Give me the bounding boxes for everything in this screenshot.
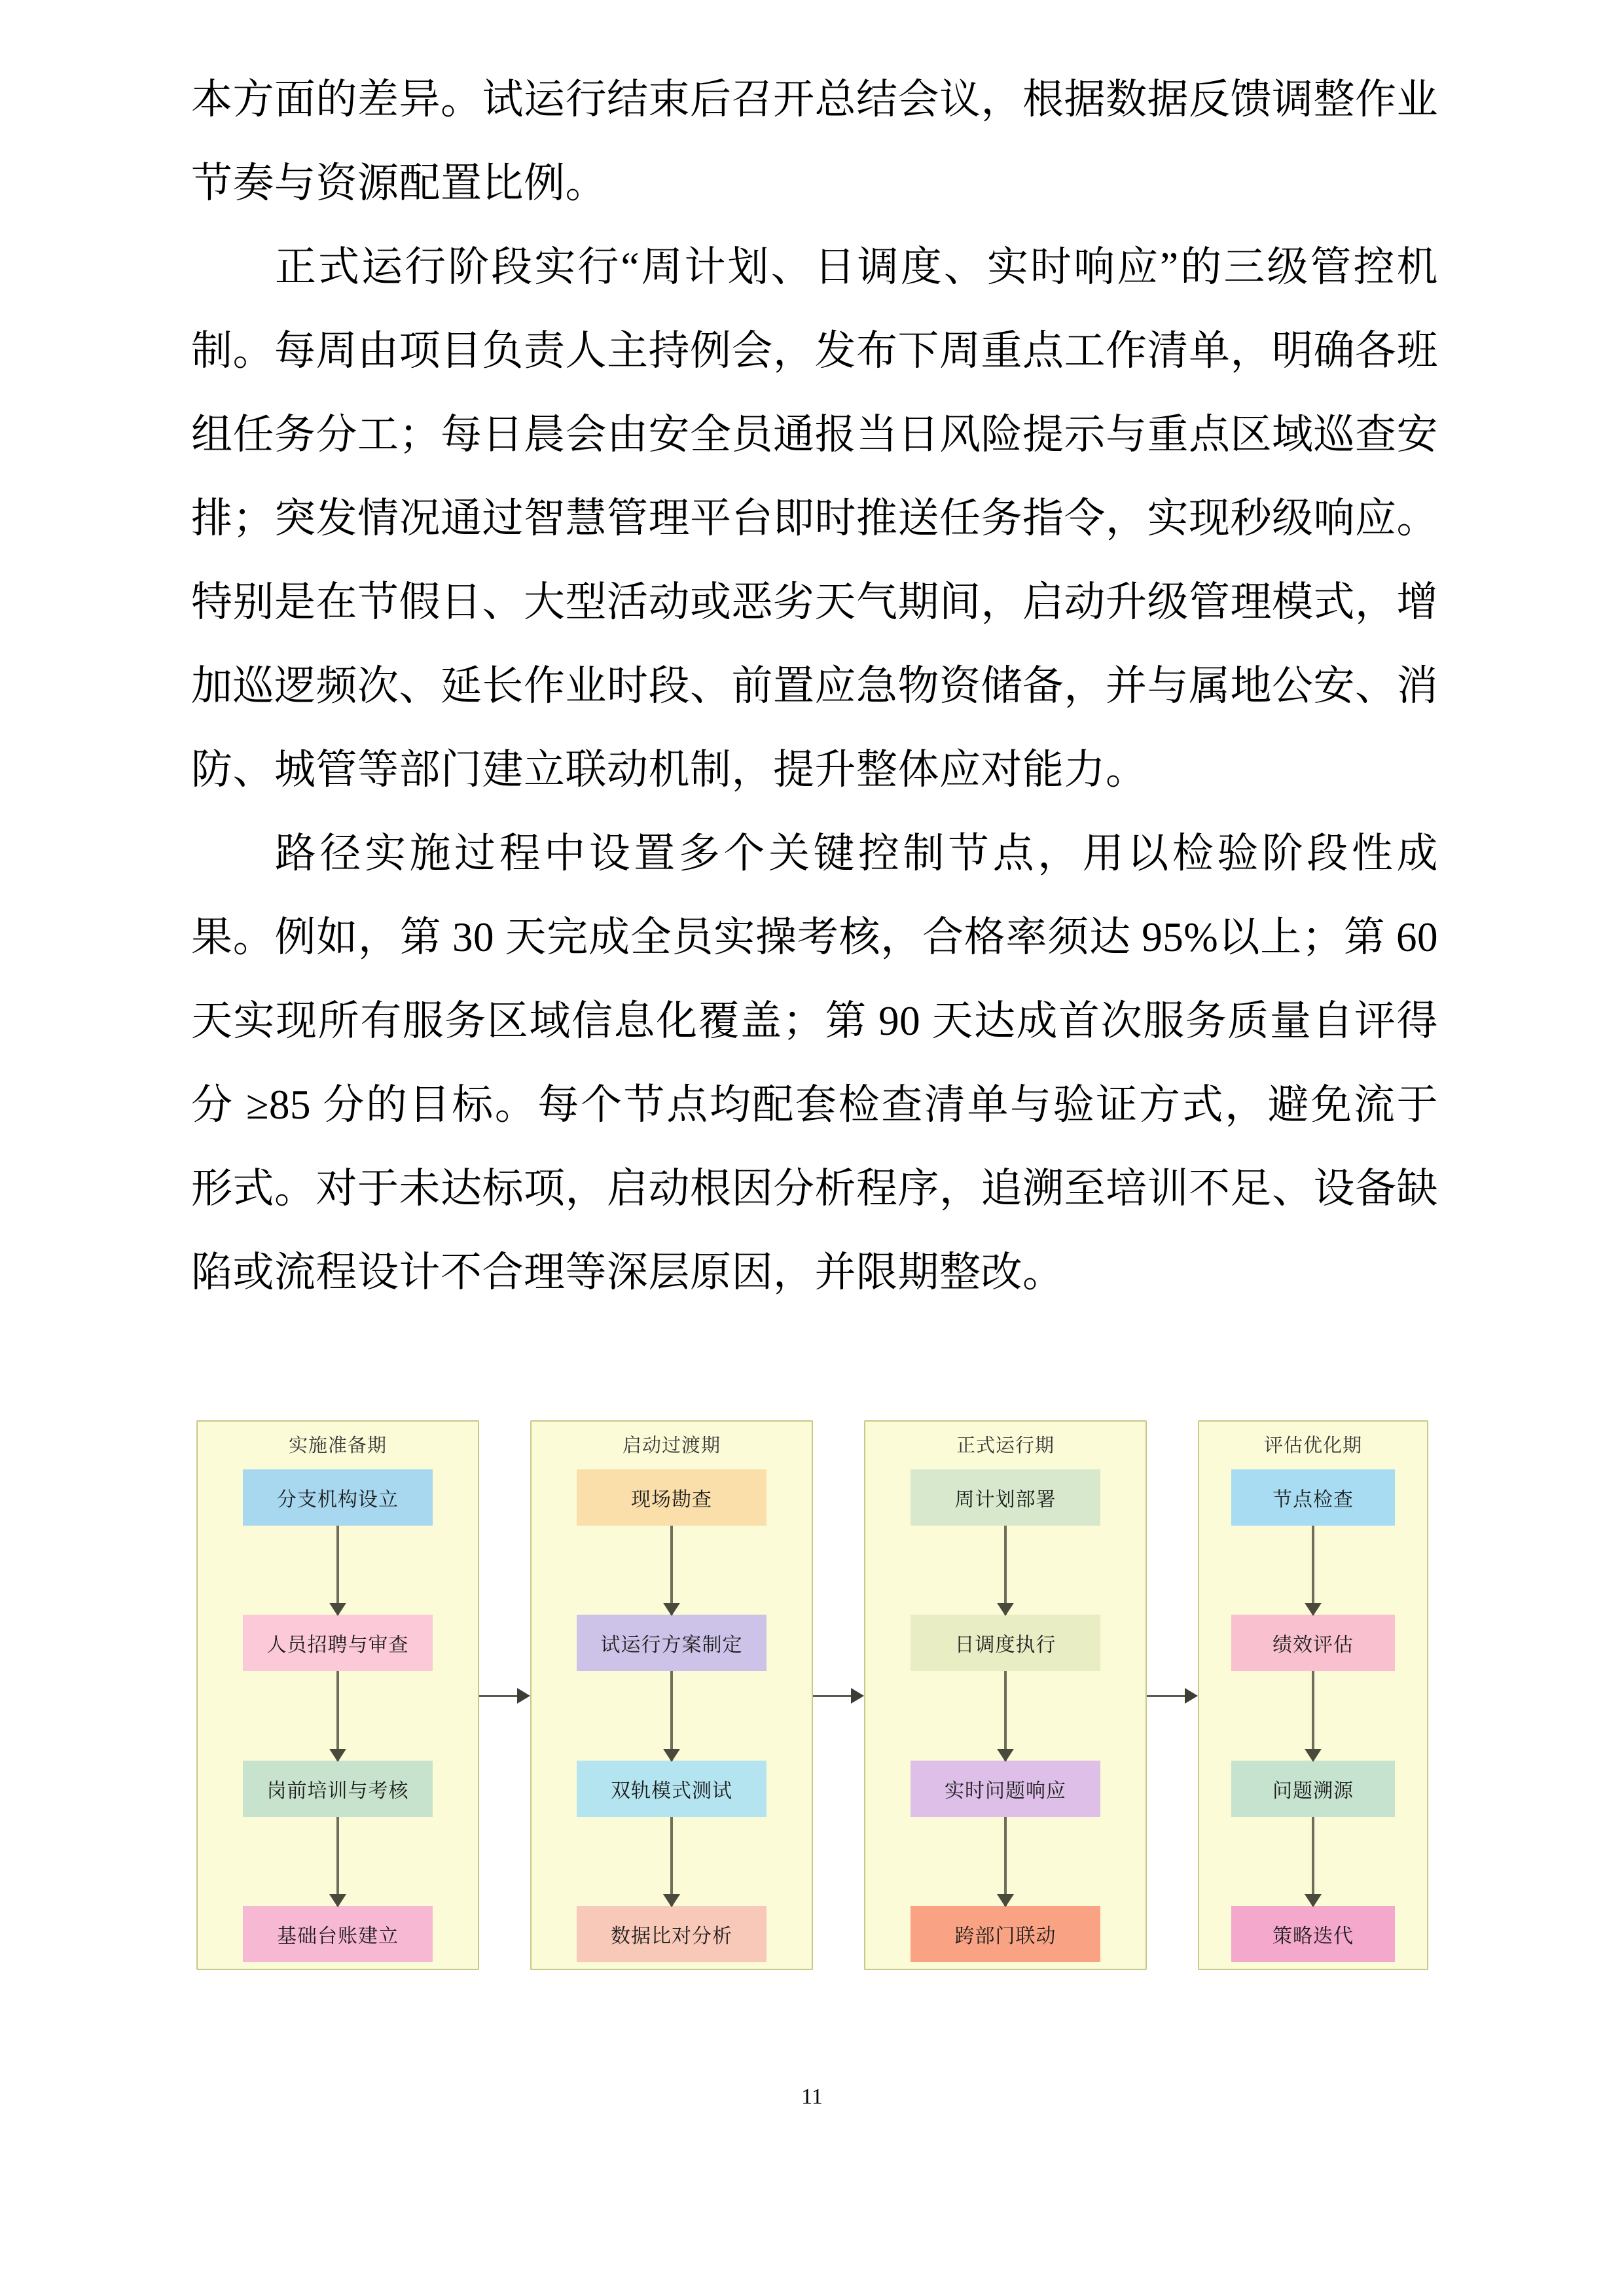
flow-node[interactable]: 分支机构设立 — [243, 1469, 433, 1526]
lane-title: 评估优化期 — [1263, 1434, 1362, 1456]
arrow-head-icon — [517, 1688, 530, 1704]
flow-node[interactable]: 实时问题响应 — [911, 1761, 1100, 1817]
body-text-block — [191, 58, 1438, 1314]
flow-node[interactable]: 岗前培训与考核 — [243, 1761, 433, 1817]
flow-node[interactable]: 双轨模式测试 — [577, 1761, 767, 1817]
flow-connector-arrow — [670, 1526, 673, 1615]
arrow-head-icon — [851, 1688, 864, 1704]
implementation-path-flowchart — [196, 1420, 1440, 1983]
lane-transition-arrow — [1147, 1420, 1198, 1970]
arrow-head-icon — [1185, 1688, 1198, 1704]
paragraph-1: 本方面的差异。试运行结束后召开总结会议，根据数据反馈调整作业节奏与资源配置比例。 — [191, 77, 1438, 206]
flow-lane-evaluation — [1198, 1420, 1428, 1970]
flow-node[interactable]: 现场勘查 — [577, 1469, 767, 1526]
arrow-line — [813, 1695, 854, 1697]
flow-node[interactable]: 数据比对分析 — [577, 1906, 767, 1962]
flow-node[interactable]: 人员招聘与审查 — [243, 1615, 433, 1671]
flow-connector-arrow — [1004, 1817, 1007, 1906]
flow-connector-arrow — [336, 1526, 339, 1615]
paragraph-2: 正式运行阶段实行“周计划、日调度、实时响应”的三级管控机制。每周由项目负责人主持例会，发布下周重点工作清单，明确各班组任务分工；每日晨会由安全员通报当日风险提示与重点区域巡查安排；突发情况通过智慧管理平台即时推送任务指令，实现秒级响应。特别是在节假日、大型活动或恶劣天气期间，启动升级管理模式，增加巡逻频次、延长作业时段、前置应急物资储备，并与属地公安、消防、城管等部门建立联动机制，提升整体应对能力。 — [191, 244, 1438, 793]
flow-connector-arrow — [670, 1671, 673, 1760]
flow-connector-arrow — [670, 1817, 673, 1906]
flow-connector-arrow — [1312, 1671, 1314, 1760]
lane-title: 正式运行期 — [956, 1434, 1055, 1456]
lane-title: 实施准备期 — [288, 1434, 387, 1456]
flow-node[interactable]: 节点检查 — [1231, 1469, 1395, 1526]
lane-transition-arrow — [813, 1420, 864, 1970]
flow-node[interactable]: 跨部门联动 — [911, 1906, 1100, 1962]
flow-connector-arrow — [1312, 1526, 1314, 1615]
flow-node[interactable]: 周计划部署 — [911, 1469, 1100, 1526]
flow-node[interactable]: 试运行方案制定 — [577, 1615, 767, 1671]
paragraph-3: 路径实施过程中设置多个关键控制节点，用以检验阶段性成果。例如，第 30 天完成全员实操考核，合格率须达 95%以上；第 60 天实现所有服务区域信息化覆盖；第 90 天达成首次服务质量自评得分 ≥85 分的目标。每个节点均配套检查清单与验证方式，避免流于形式。对于未达标项，启动根因分析程序，追溯至培训不足、设备缺陷或流程设计不合理等深层原因，并限期整改。 — [191, 831, 1438, 1295]
arrow-line — [479, 1695, 520, 1697]
flow-connector-arrow — [1312, 1817, 1314, 1906]
flow-connector-arrow — [1004, 1671, 1007, 1760]
flow-node[interactable]: 基础台账建立 — [243, 1906, 433, 1962]
lane-title: 启动过渡期 — [622, 1434, 721, 1456]
flow-connector-arrow — [1004, 1526, 1007, 1615]
page-number: 11 — [801, 2085, 823, 2109]
flow-node[interactable]: 问题溯源 — [1231, 1761, 1395, 1817]
flow-connector-arrow — [336, 1817, 339, 1906]
flow-lane-operation — [864, 1420, 1147, 1970]
arrow-line — [1147, 1695, 1187, 1697]
lane-transition-arrow — [479, 1420, 530, 1970]
flow-lane-transition — [530, 1420, 813, 1970]
flow-lane-preparation — [196, 1420, 479, 1970]
flow-node[interactable]: 绩效评估 — [1231, 1615, 1395, 1671]
flow-connector-arrow — [336, 1671, 339, 1760]
flow-node[interactable]: 策略迭代 — [1231, 1906, 1395, 1962]
flow-node[interactable]: 日调度执行 — [911, 1615, 1100, 1671]
